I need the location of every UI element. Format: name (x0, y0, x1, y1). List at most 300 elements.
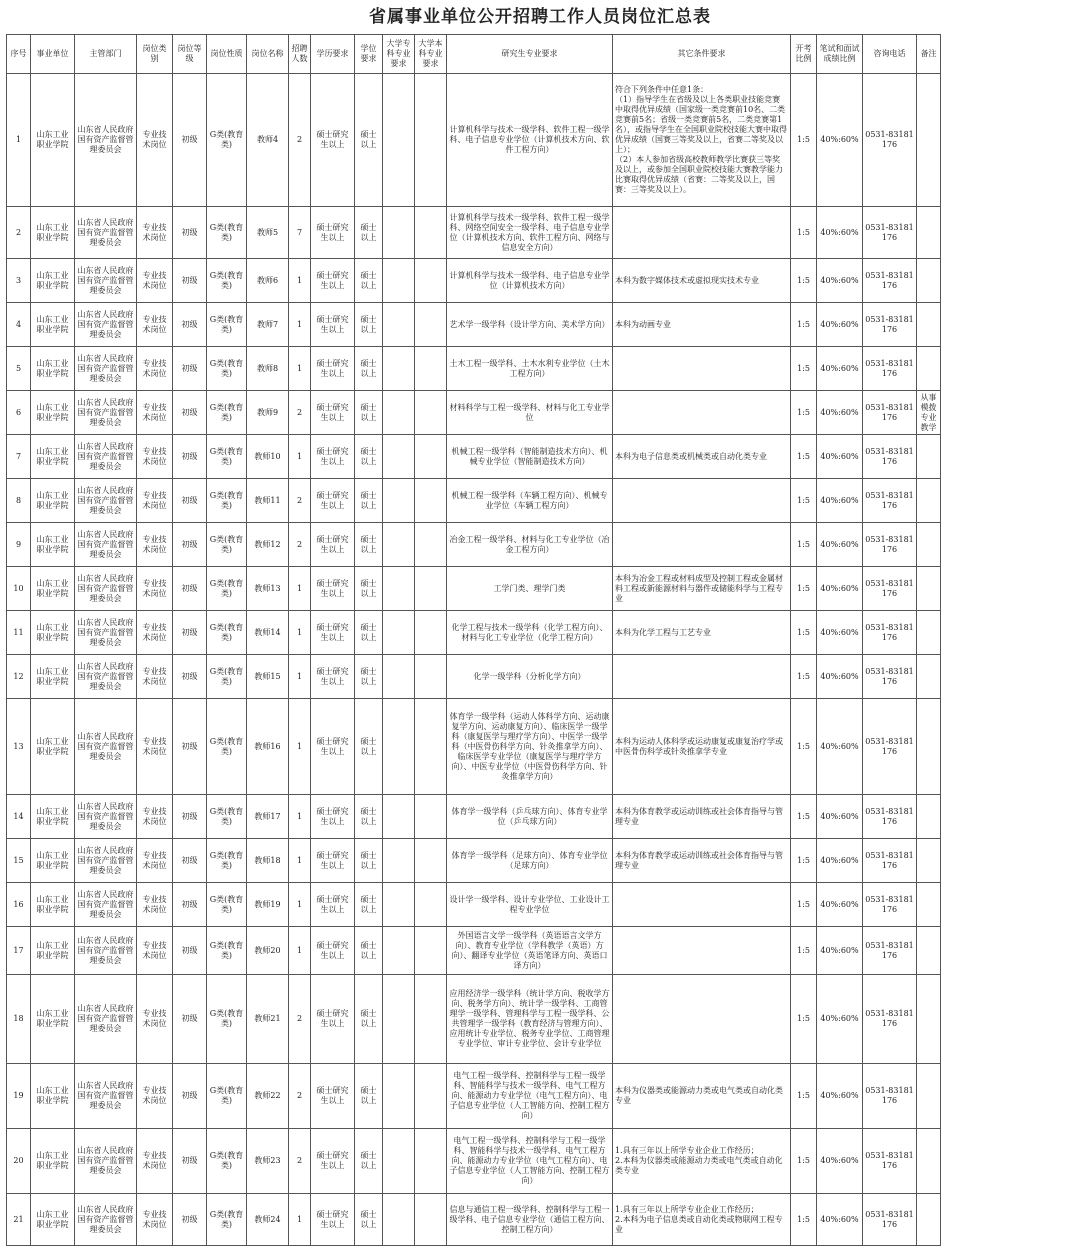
cell-zk (383, 259, 415, 303)
cell-note (917, 523, 941, 567)
cell-edu: 硕士研究生以上 (311, 207, 355, 259)
column-header: 大学本科专业要求 (415, 35, 447, 74)
cell-phone: 0531-83181176 (863, 303, 917, 347)
cell-grad: 工学门类、理学门类 (447, 567, 613, 611)
cell-other: 本科为化学工程与工艺专业 (613, 611, 791, 655)
cell-other: 本科为数字媒体技术或虚拟现实技术专业 (613, 259, 791, 303)
cell-grad: 计算机科学与技术一级学科、软件工程一级学科、网络空间安全一级学科、电子信息专业学位（计算机技术方向、软件工程方向、网络与信息安全方向） (447, 207, 613, 259)
cell-score: 40%:60% (817, 1064, 863, 1129)
cell-unit: 山东工业职业学院 (31, 567, 75, 611)
cell-other (613, 927, 791, 975)
cell-edu: 硕士研究生以上 (311, 655, 355, 699)
cell-other: 1.具有三年以上所学专业企业工作经历； 2.本科为仪器类或能源动力类或电气类或自动化类专业 (613, 1129, 791, 1194)
cell-score: 40%:60% (817, 975, 863, 1064)
cell-zk (383, 655, 415, 699)
cell-no: 8 (7, 479, 31, 523)
cell-bk (415, 567, 447, 611)
cell-bk (415, 347, 447, 391)
cell-degree: 硕士以上 (355, 927, 383, 975)
cell-dept: 山东省人民政府国有资产监督管理委员会 (75, 567, 137, 611)
cell-unit: 山东工业职业学院 (31, 699, 75, 795)
cell-bk (415, 839, 447, 883)
cell-note (917, 795, 941, 839)
cell-phone: 0531-83181176 (863, 611, 917, 655)
cell-ratio: 1:5 (791, 259, 817, 303)
cell-bk (415, 391, 447, 435)
cell-phone: 0531-83181176 (863, 655, 917, 699)
cell-other: 本科为冶金工程或材料成型及控制工程或金属材料工程或新能源材料与器件或储能科学与工程专业 (613, 567, 791, 611)
cell-count: 2 (289, 523, 311, 567)
cell-cat: 专业技术岗位 (137, 975, 173, 1064)
cell-other: 本科为动画专业 (613, 303, 791, 347)
cell-count: 2 (289, 479, 311, 523)
cell-level: 初级 (173, 74, 207, 207)
cell-dept: 山东省人民政府国有资产监督管理委员会 (75, 207, 137, 259)
cell-zk (383, 795, 415, 839)
cell-score: 40%:60% (817, 74, 863, 207)
cell-nature: G类(教育类) (207, 523, 247, 567)
cell-grad: 化学工程与技术一级学科（化学工程方向）、材料与化工专业学位（化学工程方向） (447, 611, 613, 655)
cell-grad: 体育学一级学科（足球方向）、体育专业学位（足球方向） (447, 839, 613, 883)
cell-phone: 0531-83181176 (863, 927, 917, 975)
column-header: 岗位性质 (207, 35, 247, 74)
cell-other (613, 975, 791, 1064)
cell-degree: 硕士以上 (355, 611, 383, 655)
cell-dept: 山东省人民政府国有资产监督管理委员会 (75, 347, 137, 391)
cell-phone: 0531-83181176 (863, 391, 917, 435)
cell-level: 初级 (173, 927, 207, 975)
cell-phone: 0531-83181176 (863, 975, 917, 1064)
cell-dept: 山东省人民政府国有资产监督管理委员会 (75, 883, 137, 927)
cell-ratio: 1:5 (791, 479, 817, 523)
cell-note (917, 655, 941, 699)
table-row (7, 611, 941, 655)
cell-ratio: 1:5 (791, 927, 817, 975)
cell-count: 1 (289, 655, 311, 699)
cell-phone: 0531-83181176 (863, 839, 917, 883)
cell-cat: 专业技术岗位 (137, 303, 173, 347)
cell-note (917, 975, 941, 1064)
cell-edu: 硕士研究生以上 (311, 839, 355, 883)
cell-bk (415, 435, 447, 479)
cell-phone: 0531-83181176 (863, 523, 917, 567)
cell-degree: 硕士以上 (355, 567, 383, 611)
cell-degree: 硕士以上 (355, 839, 383, 883)
cell-nature: G类(教育类) (207, 975, 247, 1064)
table-row (7, 655, 941, 699)
cell-ratio: 1:5 (791, 1194, 817, 1246)
cell-zk (383, 1194, 415, 1246)
cell-dept: 山东省人民政府国有资产监督管理委员会 (75, 1129, 137, 1194)
cell-grad: 土木工程一级学科、土木水利专业学位（土木工程方向） (447, 347, 613, 391)
cell-dept: 山东省人民政府国有资产监督管理委员会 (75, 391, 137, 435)
cell-post: 教师8 (247, 347, 289, 391)
cell-zk (383, 611, 415, 655)
cell-note (917, 611, 941, 655)
cell-unit: 山东工业职业学院 (31, 523, 75, 567)
column-header: 招聘人数 (289, 35, 311, 74)
cell-level: 初级 (173, 567, 207, 611)
cell-phone: 0531-83181176 (863, 479, 917, 523)
cell-post: 教师13 (247, 567, 289, 611)
cell-other (613, 883, 791, 927)
table-row (7, 975, 941, 1064)
cell-degree: 硕士以上 (355, 883, 383, 927)
cell-note (917, 74, 941, 207)
cell-grad: 机械工程一级学科（智能制造技术方向）、机械专业学位（智能制造技术方向） (447, 435, 613, 479)
cell-dept: 山东省人民政府国有资产监督管理委员会 (75, 1194, 137, 1246)
cell-cat: 专业技术岗位 (137, 1064, 173, 1129)
cell-level: 初级 (173, 435, 207, 479)
cell-degree: 硕士以上 (355, 655, 383, 699)
cell-cat: 专业技术岗位 (137, 883, 173, 927)
cell-note (917, 927, 941, 975)
cell-post: 教师11 (247, 479, 289, 523)
cell-dept: 山东省人民政府国有资产监督管理委员会 (75, 479, 137, 523)
cell-score: 40%:60% (817, 479, 863, 523)
cell-no: 11 (7, 611, 31, 655)
cell-bk (415, 883, 447, 927)
cell-count: 1 (289, 1194, 311, 1246)
cell-edu: 硕士研究生以上 (311, 699, 355, 795)
table-row (7, 303, 941, 347)
cell-zk (383, 567, 415, 611)
cell-grad: 体育学一级学科（乒乓球方向）、体育专业学位（乒乓球方向） (447, 795, 613, 839)
cell-count: 1 (289, 795, 311, 839)
cell-other (613, 655, 791, 699)
cell-unit: 山东工业职业学院 (31, 795, 75, 839)
cell-zk (383, 479, 415, 523)
cell-no: 20 (7, 1129, 31, 1194)
cell-degree: 硕士以上 (355, 347, 383, 391)
cell-phone: 0531-83181176 (863, 1064, 917, 1129)
cell-count: 1 (289, 883, 311, 927)
cell-bk (415, 927, 447, 975)
cell-dept: 山东省人民政府国有资产监督管理委员会 (75, 975, 137, 1064)
column-header: 学历要求 (311, 35, 355, 74)
cell-ratio: 1:5 (791, 655, 817, 699)
cell-zk (383, 391, 415, 435)
cell-count: 1 (289, 927, 311, 975)
cell-cat: 专业技术岗位 (137, 207, 173, 259)
cell-zk (383, 883, 415, 927)
cell-no: 3 (7, 259, 31, 303)
cell-bk (415, 1064, 447, 1129)
cell-edu: 硕士研究生以上 (311, 1064, 355, 1129)
column-header: 大学专科专业要求 (383, 35, 415, 74)
cell-unit: 山东工业职业学院 (31, 479, 75, 523)
cell-note (917, 259, 941, 303)
cell-other: 本科为仪器类或能源动力类或电气类或自动化类专业 (613, 1064, 791, 1129)
cell-no: 21 (7, 1194, 31, 1246)
cell-no: 13 (7, 699, 31, 795)
column-header: 咨询电话 (863, 35, 917, 74)
cell-ratio: 1:5 (791, 523, 817, 567)
cell-ratio: 1:5 (791, 1064, 817, 1129)
cell-dept: 山东省人民政府国有资产监督管理委员会 (75, 74, 137, 207)
table-row (7, 523, 941, 567)
cell-dept: 山东省人民政府国有资产监督管理委员会 (75, 839, 137, 883)
cell-score: 40%:60% (817, 347, 863, 391)
cell-level: 初级 (173, 207, 207, 259)
cell-grad: 信息与通信工程一级学科、控制科学与工程一级学科、电子信息专业学位（通信工程方向、控制工程方向） (447, 1194, 613, 1246)
cell-count: 2 (289, 975, 311, 1064)
cell-ratio: 1:5 (791, 795, 817, 839)
cell-unit: 山东工业职业学院 (31, 207, 75, 259)
cell-nature: G类(教育类) (207, 435, 247, 479)
column-header: 岗位类别 (137, 35, 173, 74)
cell-score: 40%:60% (817, 567, 863, 611)
cell-note (917, 1064, 941, 1129)
cell-note (917, 883, 941, 927)
cell-cat: 专业技术岗位 (137, 699, 173, 795)
cell-cat: 专业技术岗位 (137, 74, 173, 207)
cell-ratio: 1:5 (791, 391, 817, 435)
cell-dept: 山东省人民政府国有资产监督管理委员会 (75, 435, 137, 479)
cell-bk (415, 479, 447, 523)
cell-phone: 0531-83181176 (863, 567, 917, 611)
cell-grad: 电气工程一级学科、控制科学与工程一级学科、智能科学与技术一级学科、电气工程方向、能源动力专业学位（电气工程方向）、电子信息专业学位（人工智能方向、控制工程方向） (447, 1129, 613, 1194)
cell-edu: 硕士研究生以上 (311, 1129, 355, 1194)
cell-unit: 山东工业职业学院 (31, 435, 75, 479)
cell-no: 4 (7, 303, 31, 347)
cell-no: 16 (7, 883, 31, 927)
cell-bk (415, 611, 447, 655)
cell-score: 40%:60% (817, 259, 863, 303)
positions-table (6, 34, 941, 1246)
cell-unit: 山东工业职业学院 (31, 259, 75, 303)
cell-dept: 山东省人民政府国有资产监督管理委员会 (75, 655, 137, 699)
cell-score: 40%:60% (817, 1194, 863, 1246)
cell-edu: 硕士研究生以上 (311, 479, 355, 523)
cell-level: 初级 (173, 699, 207, 795)
cell-no: 15 (7, 839, 31, 883)
cell-cat: 专业技术岗位 (137, 479, 173, 523)
cell-zk (383, 839, 415, 883)
cell-ratio: 1:5 (791, 839, 817, 883)
column-header: 主管部门 (75, 35, 137, 74)
cell-cat: 专业技术岗位 (137, 611, 173, 655)
cell-edu: 硕士研究生以上 (311, 391, 355, 435)
cell-degree: 硕士以上 (355, 207, 383, 259)
cell-bk (415, 259, 447, 303)
cell-unit: 山东工业职业学院 (31, 1194, 75, 1246)
cell-cat: 专业技术岗位 (137, 839, 173, 883)
cell-score: 40%:60% (817, 883, 863, 927)
cell-dept: 山东省人民政府国有资产监督管理委员会 (75, 699, 137, 795)
cell-dept: 山东省人民政府国有资产监督管理委员会 (75, 523, 137, 567)
column-header: 开考比例 (791, 35, 817, 74)
cell-zk (383, 303, 415, 347)
cell-no: 18 (7, 975, 31, 1064)
cell-level: 初级 (173, 839, 207, 883)
column-header: 笔试和面试成绩比例 (817, 35, 863, 74)
page-title: 省属事业单位公开招聘工作人员岗位汇总表 (369, 7, 711, 27)
cell-edu: 硕士研究生以上 (311, 347, 355, 391)
cell-phone: 0531-83181176 (863, 699, 917, 795)
cell-ratio: 1:5 (791, 303, 817, 347)
cell-post: 教师23 (247, 1129, 289, 1194)
cell-grad: 计算机科学与技术一级学科、电子信息专业学位（计算机技术方向） (447, 259, 613, 303)
cell-note: 从事模拨专业教学 (917, 391, 941, 435)
cell-nature: G类(教育类) (207, 927, 247, 975)
cell-dept: 山东省人民政府国有资产监督管理委员会 (75, 1064, 137, 1129)
cell-score: 40%:60% (817, 303, 863, 347)
cell-ratio: 1:5 (791, 699, 817, 795)
cell-level: 初级 (173, 611, 207, 655)
cell-other (613, 523, 791, 567)
cell-level: 初级 (173, 303, 207, 347)
cell-count: 2 (289, 74, 311, 207)
cell-nature: G类(教育类) (207, 795, 247, 839)
cell-count: 7 (289, 207, 311, 259)
cell-zk (383, 523, 415, 567)
cell-count: 2 (289, 391, 311, 435)
table-row (7, 699, 941, 795)
table-row (7, 883, 941, 927)
cell-phone: 0531-83181176 (863, 259, 917, 303)
cell-note (917, 839, 941, 883)
cell-level: 初级 (173, 347, 207, 391)
table-row (7, 839, 941, 883)
cell-note (917, 567, 941, 611)
cell-unit: 山东工业职业学院 (31, 883, 75, 927)
cell-no: 9 (7, 523, 31, 567)
cell-degree: 硕士以上 (355, 391, 383, 435)
cell-other (613, 391, 791, 435)
cell-edu: 硕士研究生以上 (311, 883, 355, 927)
cell-note (917, 303, 941, 347)
cell-grad: 冶金工程一级学科、材料与化工专业学位（冶金工程方向） (447, 523, 613, 567)
cell-post: 教师19 (247, 883, 289, 927)
cell-cat: 专业技术岗位 (137, 655, 173, 699)
table-row (7, 927, 941, 975)
cell-nature: G类(教育类) (207, 1194, 247, 1246)
cell-nature: G类(教育类) (207, 259, 247, 303)
cell-nature: G类(教育类) (207, 839, 247, 883)
cell-level: 初级 (173, 795, 207, 839)
cell-score: 40%:60% (817, 435, 863, 479)
cell-note (917, 1129, 941, 1194)
cell-unit: 山东工业职业学院 (31, 347, 75, 391)
cell-post: 教师24 (247, 1194, 289, 1246)
cell-degree: 硕士以上 (355, 523, 383, 567)
table-row (7, 207, 941, 259)
cell-post: 教师22 (247, 1064, 289, 1129)
cell-degree: 硕士以上 (355, 699, 383, 795)
cell-bk (415, 207, 447, 259)
cell-degree: 硕士以上 (355, 303, 383, 347)
cell-unit: 山东工业职业学院 (31, 391, 75, 435)
cell-level: 初级 (173, 523, 207, 567)
cell-zk (383, 435, 415, 479)
column-header: 备注 (917, 35, 941, 74)
cell-nature: G类(教育类) (207, 611, 247, 655)
cell-phone: 0531-83181176 (863, 347, 917, 391)
cell-grad: 艺术学一级学科（设计学方向、美术学方向） (447, 303, 613, 347)
cell-degree: 硕士以上 (355, 479, 383, 523)
cell-unit: 山东工业职业学院 (31, 1129, 75, 1194)
cell-post: 教师5 (247, 207, 289, 259)
cell-score: 40%:60% (817, 699, 863, 795)
table-row (7, 259, 941, 303)
cell-cat: 专业技术岗位 (137, 795, 173, 839)
cell-edu: 硕士研究生以上 (311, 1194, 355, 1246)
cell-degree: 硕士以上 (355, 975, 383, 1064)
cell-score: 40%:60% (817, 655, 863, 699)
cell-grad: 化学一级学科（分析化学方向） (447, 655, 613, 699)
cell-post: 教师20 (247, 927, 289, 975)
cell-zk (383, 699, 415, 795)
cell-edu: 硕士研究生以上 (311, 927, 355, 975)
cell-unit: 山东工业职业学院 (31, 655, 75, 699)
cell-degree: 硕士以上 (355, 435, 383, 479)
column-header: 研究生专业要求 (447, 35, 613, 74)
cell-level: 初级 (173, 1064, 207, 1129)
cell-post: 教师21 (247, 975, 289, 1064)
cell-nature: G类(教育类) (207, 1129, 247, 1194)
cell-ratio: 1:5 (791, 435, 817, 479)
cell-other: 本科为运动人体科学或运动康复或康复治疗学或中医骨伤科学或针灸推拿学专业 (613, 699, 791, 795)
cell-bk (415, 303, 447, 347)
column-header: 其它条件要求 (613, 35, 791, 74)
cell-unit: 山东工业职业学院 (31, 74, 75, 207)
column-header: 事业单位 (31, 35, 75, 74)
cell-zk (383, 1064, 415, 1129)
table-row (7, 479, 941, 523)
cell-count: 1 (289, 699, 311, 795)
cell-zk (383, 74, 415, 207)
cell-bk (415, 795, 447, 839)
cell-score: 40%:60% (817, 391, 863, 435)
cell-nature: G类(教育类) (207, 74, 247, 207)
cell-degree: 硕士以上 (355, 1129, 383, 1194)
table-row (7, 74, 941, 207)
cell-post: 教师4 (247, 74, 289, 207)
cell-edu: 硕士研究生以上 (311, 523, 355, 567)
cell-bk (415, 1194, 447, 1246)
cell-unit: 山东工业职业学院 (31, 611, 75, 655)
cell-nature: G类(教育类) (207, 347, 247, 391)
cell-score: 40%:60% (817, 523, 863, 567)
cell-no: 6 (7, 391, 31, 435)
cell-grad: 设计学一级学科、设计专业学位、工业设计工程专业学位 (447, 883, 613, 927)
table-row (7, 795, 941, 839)
cell-ratio: 1:5 (791, 611, 817, 655)
cell-ratio: 1:5 (791, 207, 817, 259)
cell-degree: 硕士以上 (355, 1064, 383, 1129)
cell-degree: 硕士以上 (355, 1194, 383, 1246)
cell-grad: 外国语言文学一级学科（英语语言文学方向）、教育专业学位（学科教学（英语）方向）、翻译专业学位（英语笔译方向、英语口译方向） (447, 927, 613, 975)
cell-other: 1.具有三年以上所学专业企业工作经历； 2.本科为电子信息类或自动化类或物联网工程专业 (613, 1194, 791, 1246)
cell-cat: 专业技术岗位 (137, 435, 173, 479)
cell-level: 初级 (173, 1129, 207, 1194)
cell-phone: 0531-83181176 (863, 1194, 917, 1246)
table-row (7, 435, 941, 479)
cell-edu: 硕士研究生以上 (311, 975, 355, 1064)
cell-unit: 山东工业职业学院 (31, 839, 75, 883)
table-row (7, 1129, 941, 1194)
cell-nature: G类(教育类) (207, 391, 247, 435)
cell-level: 初级 (173, 1194, 207, 1246)
cell-post: 教师6 (247, 259, 289, 303)
cell-dept: 山东省人民政府国有资产监督管理委员会 (75, 795, 137, 839)
cell-bk (415, 1129, 447, 1194)
cell-bk (415, 523, 447, 567)
cell-cat: 专业技术岗位 (137, 567, 173, 611)
cell-other (613, 347, 791, 391)
table-body (7, 74, 941, 1246)
